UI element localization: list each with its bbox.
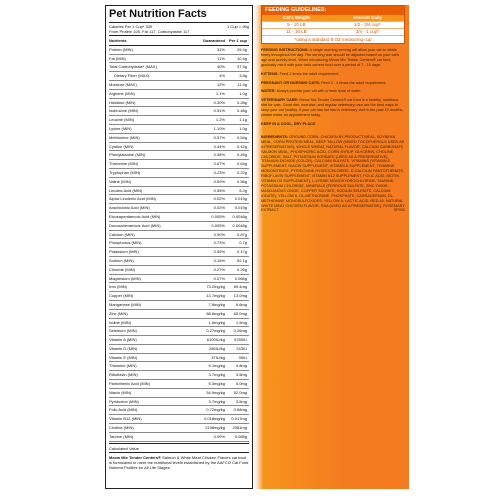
ingredients (261, 135, 405, 214)
nutrient-name: Vitamin E (MIN) (109, 354, 200, 363)
nutrient-name: Tryptophan (MIN) (109, 169, 200, 178)
nutrient-per-cup: 0.22g (227, 169, 249, 178)
nutrient-guaranteed: 68.8mg/kg (200, 310, 227, 319)
ingredients-text: GROUND CORN, CHICKEN BY-PRODUCT MEAL, SOYBEAN MEAL, CORN PROTEIN MEAL, BEEF TALLOW (MIXED TOCOPHEROLS USED AS A PRESERVATIVE), WHOLE WHEAT, NATURAL FLAVOR, CALCIUM CARBONATE, SALMON MEAL, PHOSPHORIC ACID, CORN SYRUP, GLYCERIN, CHOLINE CHLORIDE, SALT, POTASSIUM SORBATE (USED AS A PRESERVATIVE), TITANIUM DIOXIDE (COLOR), CALCIUM SULFATE, VITAMINS (VITAMIN E SUPPLEMENT, NIACIN SUPPLEMENT, VITAMIN A SUPPLEMENT, THIAMINE MONONITRATE, PYRIDOXINE HYDROCHLORIDE, D-CALCIUM PANTOTHENATE, RIBOFLAVIN SUPPLEMENT, VITAMIN B12 SUPPLEMENT, FOLIC ACID, BIOTIN, VITAMIN D3 SUPPLEMENT), L-LYSINE MONOHYDROCHLORIDE, TAURINE, POTASSIUM CHLORIDE, MINERALS (FERROUS SULFATE, ZINC OXIDE, MANGANOUS OXIDE, COPPER SULFATE, SODIUM SELENITE, CALCIUM IODATE), YELLOW 6, DL-METHIONINE, PHOSPHATE, CARRAGEENAN, DL-METHIONINE MONOSULFOXIDES, YELLOW 5, LACTIC ACID, RED 40, NATURAL WHITE MEAT CHICKEN FLAVOR, RAA (USED AS A PRESERVATIVE), ROSEMARY EXTRACT. (261, 134, 405, 213)
nutrient-name: Isoleucine (MIN) (109, 107, 200, 116)
nutrient-guaranteed: 0.48% (200, 151, 227, 160)
nutrient-guaranteed: 4% (200, 72, 227, 81)
feeding-amount: 3/4 - 1 cup* (331, 29, 404, 36)
feeding-table (262, 15, 404, 35)
nutrient-name: Zinc (MIN) (109, 310, 200, 319)
serving-calories: Calories Per 1 Cup* 339 (109, 24, 153, 29)
nutrient-name: Eicosapentaenoic Acid (MIN) (109, 213, 200, 222)
calculated-note: Calculated Value (109, 445, 139, 451)
nutrient-name: Lysine (MIN) (109, 125, 200, 134)
nutrient-name: Histidine (MIN) (109, 99, 200, 108)
nutrient-per-cup: 0.56g (227, 178, 249, 187)
nutrient-name: Magnesium (MIN) (109, 275, 200, 284)
nutrient-name: Dietary Fiber (MAX) (109, 72, 200, 81)
nutrient-per-cup: 0.28g (227, 99, 249, 108)
nutrient-name: Selenium (MIN) (109, 327, 200, 336)
nutrient-name: Choline (MIN) (109, 424, 200, 433)
nutrient-per-cup: 13.0mg (227, 292, 249, 301)
nutrient-per-cup: 5.0mg (227, 380, 249, 389)
feeding-panel (253, 5, 409, 489)
nutrient-guaranteed: 0.55% (200, 248, 227, 257)
nutrient-per-cup: 11.4g (227, 81, 249, 90)
nutrient-name: Phosphorus (MIN) (109, 239, 200, 248)
water-text: Always provide your cat with a fresh bowl of water. (276, 89, 362, 94)
nutrient-name: Potassium (MIN) (109, 248, 200, 257)
nutrient-guaranteed: 0.09% (200, 433, 227, 442)
nutrient-guaranteed: 0.67% (200, 160, 227, 169)
col-header-amount: Amount Daily (331, 15, 404, 22)
nutrient-per-cup: 4.8mg (227, 362, 249, 371)
kittens-note (261, 72, 405, 77)
nutrition-facts-panel (105, 5, 253, 489)
nutrient-name: Folic Acid (MIN) (109, 406, 200, 415)
nutrient-name: Valine (MIN) (109, 178, 200, 187)
nutrient-guaranteed: 0.23% (200, 169, 227, 178)
nutrient-name: Docosahexaenoic Acid (MIN) (109, 222, 200, 231)
nutrient-per-cup: 10.4g (227, 55, 249, 64)
nutrient-per-cup: 37.9g (227, 63, 249, 72)
nutrient-name: Linoleic Acid (MIN) (109, 187, 200, 196)
kittens-text: Feed 2 times the adult requirement. (279, 71, 340, 76)
vet-care-note (261, 98, 405, 118)
nutrient-per-cup: 0.42g (227, 143, 249, 152)
nutrient-per-cup: 0.26g (227, 266, 249, 275)
nutrient-per-cup: 0.019g (227, 204, 249, 213)
nutrient-per-cup: 1.0g (227, 125, 249, 134)
pregnant-label: PREGNANT OR NURSING CATS: (261, 80, 320, 85)
water-label: WATER: (261, 89, 276, 94)
nutrient-guaranteed: 13.7mg/kg (200, 292, 227, 301)
nutrient-per-cup: 65.0mg (227, 310, 249, 319)
nutrient-name: Taurine (MIN) (109, 433, 200, 442)
nutrient-name: Arachidonic Acid (MIN) (109, 204, 200, 213)
nutrient-name: Chloride (MIN) (109, 266, 200, 275)
aafco-text: Salmon & White Meat Chicken Flavors cat food is formulated to meet the nutritional levels established by the AAFCO Cat Food Nutrient Profiles for All Life Stages. (109, 454, 249, 470)
divider (109, 22, 249, 23)
nutrient-guaranteed: 0.44% (200, 143, 227, 152)
nutrient-name: Thiamine (MIN) (109, 362, 200, 371)
aafco-statement (109, 455, 249, 470)
nutrient-guaranteed: 0.018mg/kg (200, 415, 227, 424)
nutrient-per-cup: 52.0mg (227, 389, 249, 398)
nutrient-guaranteed: 1.1% (200, 90, 227, 99)
nutrient-per-cup: 0.017mg (227, 415, 249, 424)
col-header-weight: Cat's Weight (262, 15, 331, 22)
divider (109, 35, 249, 36)
serving-cup-weight: 1 Cup = 95g (227, 24, 249, 29)
nutrient-per-cup: 3.8g (227, 72, 249, 81)
storage-note (261, 122, 405, 127)
nutrient-guaranteed: 0.27mg/kg (200, 327, 227, 336)
nutrient-guaranteed: 5.1mg/kg (200, 362, 227, 371)
product-code: SP001 (393, 208, 405, 213)
col-header-guaranteed: Guaranteed (200, 37, 227, 46)
nutrient-guaranteed: 0.27% (200, 266, 227, 275)
nutrient-per-cup: 243IU (227, 345, 249, 354)
nutrient-name: Leucine (MIN) (109, 116, 200, 125)
measuring-cup-note: *using a standard 8 OZ measuring cup (262, 35, 404, 43)
nutrient-name: Copper (MIN) (109, 292, 200, 301)
nutrient-guaranteed: 3.7mg/kg (200, 398, 227, 407)
nutrient-guaranteed: 0.57% (200, 134, 227, 143)
nutrient-name: Pantothenic Acid (MIN) (109, 380, 200, 389)
nutrient-per-cup: 0.26mg (227, 327, 249, 336)
nutrient-per-cup: 5780IU (227, 336, 249, 345)
nutrient-name: Protein (MIN) (109, 46, 200, 55)
nutrient-guaranteed: 0.005% (200, 222, 227, 231)
nutrient-name: Methionine (MIN) (109, 134, 200, 143)
nutrient-name: Threonine (MIN) (109, 160, 200, 169)
pregnant-text: Feed 2 - 4 times the adult requirement. (321, 80, 387, 85)
nutrient-per-cup: 2081mg (227, 424, 249, 433)
nutrient-per-cup: 3.5mg (227, 398, 249, 407)
nutrient-guaranteed: 37IU/kg (200, 354, 227, 363)
water-note (261, 89, 405, 94)
nutrient-guaranteed: 0.59% (200, 178, 227, 187)
nutrient-guaranteed: 12% (200, 81, 227, 90)
storage-text: KEEP IN A COOL, DRY PLACE (261, 121, 316, 126)
nutrient-per-cup: 0.87g (227, 231, 249, 240)
nutrient-per-cup: 0.48g (227, 107, 249, 116)
nutrient-name: Phenylalanine (MIN) (109, 151, 200, 160)
nutrient-name: Fat (MIN) (109, 55, 200, 64)
nutrient-guaranteed: 2196mg/kg (200, 424, 227, 433)
nutrient-guaranteed: 0.55% (200, 187, 227, 196)
nutrient-guaranteed: 0.90% (200, 231, 227, 240)
nutrient-per-cup: 35IU (227, 354, 249, 363)
nutrient-name: Niacin (MIN) (109, 389, 200, 398)
nutrient-name: Vitamin A (MIN) (109, 336, 200, 345)
nutrient-guaranteed: 6100IU/kg (200, 336, 227, 345)
nutrient-per-cup: 0.17g (227, 248, 249, 257)
nutrient-per-cup: 6.6mg (227, 301, 249, 310)
feeding-row (262, 22, 404, 29)
nutrient-guaranteed: 1.6mg/kg (200, 319, 227, 328)
nutrient-per-cup: 29.4g (227, 46, 249, 55)
nutrient-per-cup: 0.0048g (227, 222, 249, 231)
nutrient-per-cup: 69.4mg (227, 283, 249, 292)
nutrient-name: Alpha Linolenic Acid (MIN) (109, 195, 200, 204)
nutrient-guaranteed: 1.2% (200, 116, 227, 125)
nutrient-per-cup: 1.0g (227, 90, 249, 99)
nutrient-name: Sodium (MIN) (109, 257, 200, 266)
nutrient-guaranteed: 54.9mg/kg (200, 389, 227, 398)
nutrient-name: Arginine (MIN) (109, 90, 200, 99)
vet-care-text: Meow Mix Tender Centers® cat food is a healthy, nutritious diet for cats. Good diet, exercise, and regular veterinary care are the best ways to keep your cat healthy. If your cat has not had a veterinary visit in the past 12 months, please make an appointment today. (261, 98, 404, 118)
nutrient-per-cup: 5.2g (227, 187, 249, 196)
nutrient-per-cup: 1.1g (227, 116, 249, 125)
nutrient-per-cup: 0.7g (227, 239, 249, 248)
nutrient-guaranteed: 0.51% (200, 107, 227, 116)
divider (109, 452, 249, 453)
nutrient-name: Manganese (MIN) (109, 301, 200, 310)
feeding-instructions-label: FEEDING INSTRUCTIONS: (261, 48, 309, 52)
nutrient-table (109, 37, 249, 442)
nutrient-per-cup: 3.5mg (227, 371, 249, 380)
col-header-per-cup: Per 1 cup (227, 37, 249, 46)
nutrient-per-cup: 0.066g (227, 275, 249, 284)
aafco-brand: Meow Mix Tender Centers® (109, 454, 161, 460)
nutrient-guaranteed: 11% (200, 55, 227, 64)
nutrient-guaranteed: 40% (200, 63, 227, 72)
ingredients-label: INGREDIENTS: (261, 134, 289, 139)
nutrient-name: Riboflavin (MIN) (109, 371, 200, 380)
feeding-weight: 5 - 10 LB (262, 22, 331, 29)
nutrient-guaranteed: 3.7mg/kg (200, 371, 227, 380)
feeding-instructions-text: A single morning serving will allow your cat to nibble freely throughout the day. The serving size should be adjusted based on your cat's age and activity level. When introducing Meow Mix Tender Centers® cat food, gradually mix it with your cat's current food over a period of 7 - 10 days. (261, 48, 400, 67)
nutrient-guaranteed: 5.3mg/kg (200, 380, 227, 389)
nutrient-guaranteed: 0.02% (200, 204, 227, 213)
nutrient-per-cup: 0.45g (227, 151, 249, 160)
feeding-instructions (261, 48, 405, 68)
nutrient-guaranteed: 256IU/kg (200, 345, 227, 354)
nutrient-guaranteed: 0.73% (200, 239, 227, 248)
pregnant-note (261, 81, 405, 86)
nutrient-guaranteed: 0.005% (200, 213, 227, 222)
nutrient-name: Iron (MIN) (109, 283, 200, 292)
feeding-guidelines-title: FEEDING GUIDELINES: (262, 6, 404, 15)
nutrient-guaranteed: 0.16% (200, 257, 227, 266)
nutrient-name: Calcium (MIN) (109, 231, 200, 240)
nutrient-per-cup: 52.1g (227, 257, 249, 266)
feeding-weight: 11 - 16 LB (262, 29, 331, 36)
nutrient-per-cup: 0.0048g (227, 213, 249, 222)
feeding-amount: 1/2 - 3/4 cup* (331, 22, 404, 29)
nutrient-per-cup: 1.5mg (227, 319, 249, 328)
divider (109, 443, 249, 444)
nutrient-guaranteed: 31% (200, 46, 227, 55)
nutrient-guaranteed: 7.6mg/kg (200, 301, 227, 310)
col-header-nutrients: Nutrients (109, 37, 200, 46)
feeding-guidelines-box (261, 5, 405, 44)
nutrient-per-cup: 0.085g (227, 433, 249, 442)
nutrient-guaranteed: 0.02% (200, 195, 227, 204)
nutrient-guaranteed: 73.2mg/kg (200, 283, 227, 292)
serving-breakdown: From Protein 105, Fat 117, Carbohydrate 117 (109, 29, 190, 34)
kittens-label: KITTENS: (261, 71, 279, 76)
nutrient-name: Total Carbohydrate* (MAX) (109, 63, 200, 72)
nutrient-per-cup: 0.019g (227, 195, 249, 204)
nutrient-name: Vitamin B12 (MIN) (109, 415, 200, 424)
nutrient-guaranteed: 0.07% (200, 275, 227, 284)
vet-care-label: VETERINARY CARE: (261, 98, 299, 103)
nutrition-title: Pet Nutrition Facts (109, 8, 207, 20)
nutrient-name: Cystine (MIN) (109, 143, 200, 152)
nutrient-guaranteed: 1.10% (200, 125, 227, 134)
serving-info (109, 24, 249, 34)
nutrient-guaranteed: 0.30% (200, 99, 227, 108)
nutrient-per-cup: 0.68mg (227, 406, 249, 415)
nutrient-name: Iodine (MIN) (109, 319, 200, 328)
nutrient-name: Vitamin D (MIN) (109, 345, 200, 354)
nutrient-name: Moisture (MAX) (109, 81, 200, 90)
nutrient-name: Pyridoxine (MIN) (109, 398, 200, 407)
nutrient-guaranteed: 0.72mg/kg (200, 406, 227, 415)
nutrient-per-cup: 0.64g (227, 160, 249, 169)
nutrient-per-cup: 0.54g (227, 134, 249, 143)
